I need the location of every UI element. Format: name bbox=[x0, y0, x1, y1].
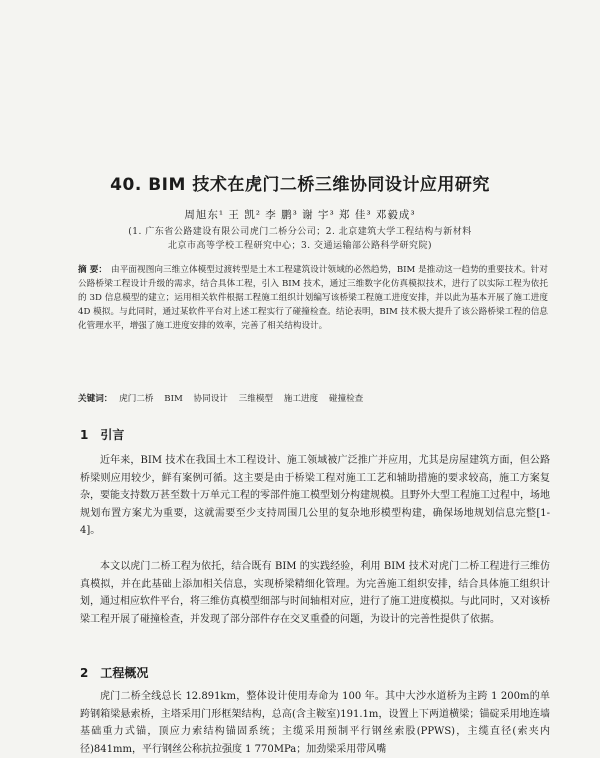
author-list: 周旭东¹ 王 凯² 李 鹏³ 谢 宇³ 郑 佳³ 邓毅成³ bbox=[184, 209, 416, 221]
section-title: 引言 bbox=[100, 428, 125, 442]
section-title: 工程概况 bbox=[100, 666, 149, 680]
abstract bbox=[78, 263, 548, 333]
section-number: 2 bbox=[80, 666, 89, 680]
section-heading-introduction bbox=[80, 426, 124, 443]
abstract-label: 摘 要： bbox=[78, 265, 108, 275]
affiliation-line-1: (1. 广东省公路建设有限公司虎门二桥分公司；2. 北京建筑大学工程结构与新材料 bbox=[128, 227, 472, 237]
affiliation-line-2: 北京市高等学校工程研究中心；3. 交通运输部公路科学研究院) bbox=[168, 241, 432, 251]
keyword: 虎门二桥 bbox=[119, 394, 154, 404]
keyword: 协同设计 bbox=[193, 394, 228, 404]
keyword: BIM bbox=[164, 394, 183, 404]
abstract-text: 由平面视图向三维立体模型过渡转型是土木工程建筑设计领域的必然趋势，BIM 是推动这一趋势的重要技术。针对公路桥梁工程设计升级的需求，结合具体工程，引入 BIM 技术，通过三维数字化仿真模拟技术，进行了以实际工程为依托的 3D 信息模型的建立；运用相关软件根据工程施工组织计划编写该桥梁工程施工进度安排，并以此为基本开展了施工进度 4D 模拟。与此同时，通过某软件平台对上述工程实行了碰撞检查。结论表明，BIM 技术极大提升了该公路桥梁工程的信息化管理水平，增强了施工进度安排的效率，完善了相关结构设计。 bbox=[78, 265, 548, 331]
body-paragraph: 近年来，BIM 技术在我国土木工程设计、施工领域被广泛推广并应用，尤其是房屋建筑方面，但公路桥梁则应用较少，鲜有案例可循。这主要是由于桥梁工程对施工工艺和辅助措施的要求较高，施工方案复杂，要能支持数万甚至数十万单元工程的零部件施工模型划分构建规模。且野外大型工程施工过程中，场地规划布置方案尤为重要，这就需要至少支持周围几公里的复杂地形模型构建，确保场地规划信息完整[1-4]。 bbox=[80, 455, 550, 537]
paper-title: 40. BIM 技术在虎门二桥三维协同设计应用研究 bbox=[110, 175, 490, 195]
keyword: 碰撞检查 bbox=[328, 394, 364, 404]
body-paragraph: 本文以虎门二桥工程为依托，结合既有 BIM 的实践经验，利用 BIM 技术对虎门二桥工程进行三维仿真模拟，并在此基础上添加相关信息，实现桥梁精细化管理。为完善施工组织安排，结合具体施工组织计划，通过相应软件平台，将三维仿真模型细部与时间轴相对应，进行了施工进度模拟。与此同时，又对该桥梁工程开展了碰撞检查，并发现了部分部件存在交叉重叠的问题，为设计的完善性提供了依据。 bbox=[80, 561, 550, 625]
body-paragraph: 虎门二桥全线总长 12.891km，整体设计使用寿命为 100 年。其中大沙水道桥为主跨 1 200m的单跨钢箱梁悬索桥，主塔采用门形框架结构，总高(含主鞍室)191.1m，设置上下两道横梁；锚碇采用地连墙基础重力式锚，顶应力索结构锚固系统；主缆采用预制平行钢丝索股(PPWS)，主缆直径(索夹内径)841mm，平行钢丝公称抗拉强度 1 770MPa；加劲梁采用带风嘴 bbox=[80, 691, 550, 755]
keyword: 三维模型 bbox=[238, 394, 274, 404]
keywords-label: 关键词： bbox=[78, 394, 113, 404]
section-number: 1 bbox=[80, 428, 89, 442]
section-heading-project-overview bbox=[80, 664, 148, 681]
keywords bbox=[78, 392, 548, 404]
keyword: 施工进度 bbox=[283, 394, 319, 404]
